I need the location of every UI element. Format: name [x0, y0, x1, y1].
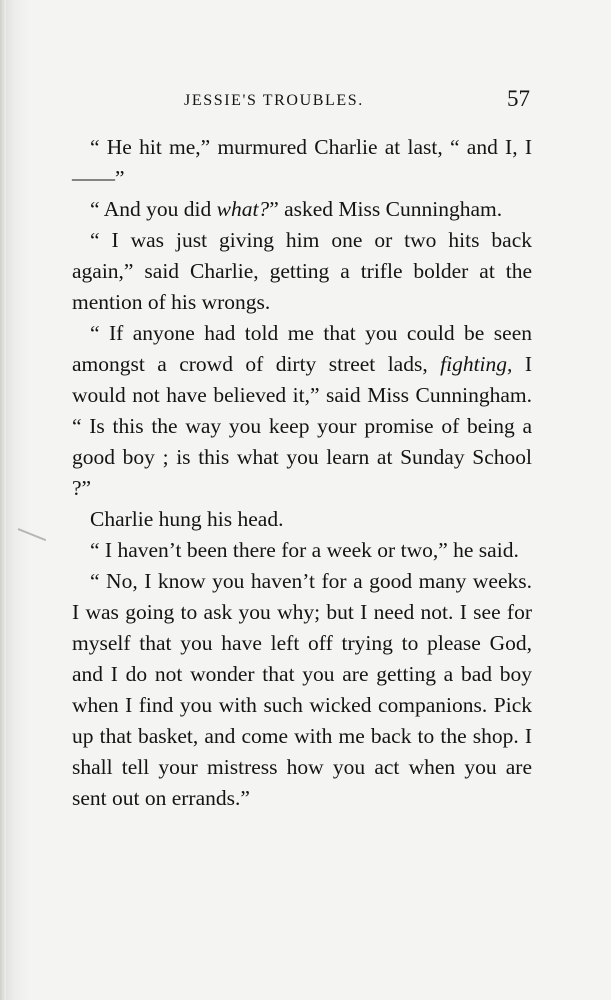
paragraph	[72, 225, 532, 318]
paragraph	[72, 535, 532, 566]
text-run: “ And you did	[90, 197, 217, 221]
paper-fold-mark	[18, 528, 47, 541]
running-title: JESSIE'S TROUBLES.	[184, 92, 364, 109]
text-run: I would not have believed it,” said Miss Cunningham. “ Is this the way you keep your promise of being a good boy ; is this what you learn at Sunday School ?”	[72, 352, 532, 500]
body-text	[72, 132, 532, 814]
page-number: 57	[507, 86, 530, 111]
text-run: ” asked Miss Cunningham.	[269, 197, 503, 221]
italic-text: what?	[216, 197, 270, 221]
paragraph	[72, 318, 532, 504]
text-run: “ I was just giving him one or two hits back again,” said Charlie, getting a trifle bolder at the mention of his wrongs.	[72, 228, 532, 314]
text-run: “ If anyone had told me that you could be seen amongst a crowd of dirty street lads,	[72, 321, 532, 376]
paragraph	[72, 194, 532, 225]
text-run: “ I haven’t been there for a week or two,” he said.	[90, 538, 519, 562]
italic-text: fighting,	[440, 352, 513, 376]
text-run: Charlie hung his head.	[90, 507, 284, 531]
paragraph	[72, 504, 532, 535]
paragraph	[72, 132, 532, 194]
text-run: “ He hit me,” murmured Charlie at last, “ and I, I——”	[72, 135, 532, 190]
page-edge-shadow	[0, 0, 6, 1000]
paragraph	[72, 566, 532, 814]
page-header	[72, 86, 530, 118]
text-run: “ No, I know you haven’t for a good many weeks. I was going to ask you why; but I need not. I see for myself that you have left off trying to please God, and I do not wonder that you are getting a bad boy when I find you with such wicked companions. Pick up that basket, and come with me back to the shop. I shall tell your mistress how you act when you are sent out on errands.”	[72, 569, 532, 810]
